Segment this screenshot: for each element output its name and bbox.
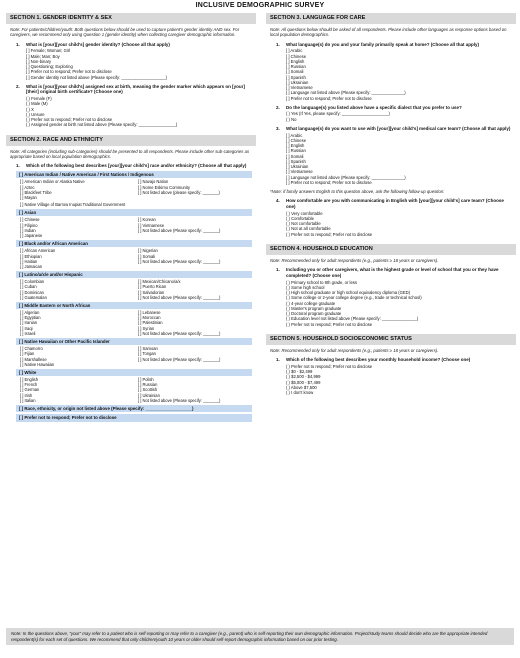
- dialect-option[interactable]: ( ) Yes (If Yes, please specify: ____________________): [286, 111, 390, 117]
- race-option[interactable]: [ ] Puerto Rican: [138, 284, 167, 290]
- race-other[interactable]: [ ] Race, ethnicity, or origin not listed above (Please specify: ___________________): [16, 405, 252, 413]
- race-option[interactable]: [ ] Indian: [20, 227, 36, 233]
- race-option[interactable]: [ ] Aztec: [20, 184, 35, 190]
- gender-identity-option[interactable]: [ ] Gender identity not listed above (Please specify: ___________________): [26, 74, 168, 80]
- care-language-option[interactable]: [ ] Somali: [286, 153, 304, 159]
- section-1-header: SECTION 1. GENDER IDENTITY & SEX: [6, 13, 256, 24]
- race-option[interactable]: [ ] Moroccan: [138, 315, 161, 321]
- home-language-option[interactable]: [ ] Vietnamese: [286, 85, 313, 91]
- care-language-option[interactable]: [ ] Arabic: [286, 132, 303, 138]
- race-option[interactable]: [ ] Palestinian: [138, 320, 163, 326]
- race-option[interactable]: [ ] African American: [20, 248, 56, 254]
- race-groups: [6, 171, 256, 403]
- race-option[interactable]: [ ] Iranian: [20, 320, 38, 326]
- race-option[interactable]: [ ] Marshallese: [20, 356, 47, 362]
- income-option[interactable]: ( ) Prefer not to respond; Prefer not to disclose: [286, 363, 373, 369]
- english-comfort-option[interactable]: ( ) Very comfortable: [286, 210, 323, 216]
- race-option[interactable]: [ ] Nigerian: [138, 248, 158, 254]
- dialect-option[interactable]: ( ) No: [286, 116, 297, 122]
- left-column: [6, 13, 256, 423]
- race-option[interactable]: [ ] Not listed above (Please specify: _______): [138, 397, 221, 403]
- race-option[interactable]: [ ] Tongan: [138, 351, 156, 357]
- assigned-sex-option[interactable]: ( ) Assigned gender at birth not listed above (Please specify: ________________): [26, 122, 178, 128]
- race-option[interactable]: [ ] Italian: [20, 397, 36, 403]
- race-option[interactable]: [ ] French: [20, 382, 38, 388]
- race-option[interactable]: [ ] Not listed above (Please specify: _______): [138, 356, 221, 362]
- assigned-sex-option[interactable]: ( ) Prefer not to respond; Prefer not to disclose: [26, 117, 113, 123]
- race-option[interactable]: [ ] Ethiopian: [20, 253, 42, 259]
- gender-identity-option[interactable]: [ ] Male; Man; Boy: [26, 53, 60, 59]
- race-option[interactable]: [ ] Russian: [138, 382, 158, 388]
- section-2-header: SECTION 2. RACE AND ETHNICITY: [6, 135, 256, 146]
- race-group-options: [6, 179, 256, 199]
- race-group-header[interactable]: [ ] Asian: [16, 209, 252, 217]
- race-option[interactable]: [ ] Lebanese: [138, 310, 161, 316]
- home-language-option[interactable]: [ ] Chinese: [286, 53, 307, 59]
- gender-identity-option[interactable]: [ ] Non-binary: [26, 58, 52, 64]
- race-option[interactable]: [ ] Not listed above (Please specify: _______): [138, 294, 221, 300]
- home-language-option[interactable]: [ ] English: [286, 58, 305, 64]
- race-group-header[interactable]: [ ] Latino/a/x/e and/or Hispanic: [16, 271, 252, 279]
- education-option[interactable]: ( ) 4-year college graduate: [286, 300, 336, 306]
- education-option[interactable]: ( ) Primary school to 8th grade, or less: [286, 279, 357, 285]
- race-option[interactable]: [ ] Cuban: [20, 284, 37, 290]
- question-3-2: 2. Do the language(s) you listed above have a specific dialect that you prefer to use?: [276, 104, 462, 110]
- education-option[interactable]: ( ) Master's program graduate: [286, 305, 342, 311]
- race-option[interactable]: [ ] Mayan: [20, 194, 37, 200]
- options-3-2[interactable]: [266, 111, 516, 122]
- assigned-sex-option[interactable]: ( ) Male (M): [26, 101, 48, 107]
- race-option[interactable]: [ ] Not listed above (Please specify: _______): [138, 227, 221, 233]
- race-option[interactable]: [ ] Iraqi: [20, 325, 33, 331]
- home-language-option[interactable]: [ ] Arabic: [286, 48, 303, 54]
- care-language-option[interactable]: [ ] Vietnamese: [286, 169, 313, 175]
- care-language-option[interactable]: [ ] Prefer not to respond; Prefer not to disclose: [286, 179, 372, 185]
- race-option[interactable]: [ ] Blackfeet Tribe: [20, 189, 52, 195]
- question-4-1: 1. Including you or other caregivers, what is the highest grade or level of school that you or they have completed? (Choose one): [276, 267, 499, 278]
- race-group-options: [6, 248, 256, 268]
- race-option[interactable]: [ ] Salvadorian: [138, 289, 165, 295]
- race-option[interactable]: [ ] Fijian: [20, 351, 35, 357]
- care-language-option[interactable]: [ ] Ukrainian: [286, 164, 309, 170]
- race-group-options: [6, 377, 256, 403]
- race-option[interactable]: [ ] Native Hawaiian: [20, 361, 55, 367]
- race-option[interactable]: [ ] Guatemalan: [20, 294, 47, 300]
- race-option[interactable]: [ ] English: [20, 377, 38, 383]
- race-option[interactable]: [ ] Haitian: [20, 258, 38, 264]
- education-option[interactable]: ( ) Some college or 2-year college degree (e.g., trade or technical school): [286, 295, 422, 301]
- race-group-header[interactable]: [ ] Black and/or African American: [16, 240, 252, 248]
- race-option[interactable]: [ ] Nome Eskimo Community: [138, 184, 190, 190]
- race-group-header[interactable]: [ ] Native Hawaiian or Other Pacific Islander: [16, 338, 252, 346]
- section-3-header: SECTION 3. LANGUAGE FOR CARE: [266, 13, 516, 24]
- section-4-header: SECTION 4. HOUSEHOLD EDUCATION: [266, 244, 516, 255]
- race-option[interactable]: [ ] Not listed above (Please specify: _______): [138, 258, 221, 264]
- race-option[interactable]: [ ] Not listed above (please specify: _______): [138, 189, 220, 195]
- section-5-header: SECTION 5. HOUSEHOLD SOCIOECONOMIC STATUS: [266, 334, 516, 345]
- race-option[interactable]: [ ] Polish: [138, 377, 154, 383]
- race-option[interactable]: [ ] Filipino: [20, 222, 38, 228]
- care-language-option[interactable]: [ ] Spanish: [286, 158, 306, 164]
- race-group-options: [6, 217, 256, 237]
- race-option[interactable]: [ ] Native Village of Barrow Inupiat Traditional Government: [20, 201, 126, 207]
- section-3-note: Note: All questions below should be asked of all respondents. Please include other languages as response options based on local population demographics.: [270, 26, 507, 38]
- question-1-2: 2. What is [your][your child's] assigned sex at birth, meaning the gender marker which appears on [your][their] original birth certificate? (Choose one): [16, 83, 245, 95]
- race-group-header[interactable]: [ ] Middle Eastern or North African: [16, 302, 252, 310]
- race-group-options: [6, 310, 256, 336]
- race-group-options: [6, 346, 256, 366]
- income-option[interactable]: ( ) Above $7,500: [286, 384, 317, 390]
- education-option[interactable]: ( ) Education level not listed above (Please specify: _______________): [286, 316, 419, 322]
- options-1-2[interactable]: [6, 96, 256, 128]
- race-option[interactable]: [ ] Korean: [138, 217, 156, 223]
- race-option[interactable]: [ ] Navajo Nation: [138, 179, 169, 185]
- income-option[interactable]: ( ) $5,000 - $7,499: [286, 379, 321, 385]
- income-option[interactable]: ( ) $2,500 - $4,999: [286, 374, 321, 380]
- race-option[interactable]: [ ] Israeli: [20, 330, 36, 336]
- race-option[interactable]: [ ] Vietnamese: [138, 222, 165, 228]
- question-2-1: 1. Which of the following best describes [your][your child's] race and/or ethnicity? (Choose all that apply): [16, 163, 247, 169]
- right-column: [266, 13, 516, 399]
- english-comfort-option[interactable]: ( ) Not at all comfortable: [286, 226, 331, 232]
- section-2-note: Note: All categories (including sub-categories) should be presented to all respondents. Please include other sub-categories as appropriate based on local population demographics.: [10, 148, 250, 159]
- race-option[interactable]: [ ] Scottish: [138, 387, 158, 393]
- education-option[interactable]: ( ) High school graduate or high school equivalency diploma (GED): [286, 290, 411, 296]
- options-1-1[interactable]: [6, 48, 256, 80]
- race-option[interactable]: [ ] Ukrainian: [138, 392, 160, 398]
- assigned-sex-option[interactable]: ( ) Female (F): [26, 96, 52, 102]
- options-5-1[interactable]: [266, 364, 516, 396]
- care-language-option[interactable]: [ ] Language not listed above (Please specify: ______________): [286, 174, 406, 180]
- care-language-option[interactable]: [ ] Russian: [286, 148, 306, 154]
- section-1-note: Note: For patients/children/youth: Both questions below should be used to capture patient's gender identity AND sex. For caregivers, we recommend only using Question 1 (gender identity) when collecting caregiver demographic information.: [10, 26, 240, 38]
- assigned-sex-option[interactable]: ( ) Unsure: [26, 111, 45, 117]
- options-3-3[interactable]: [266, 133, 516, 186]
- question-3-3: 3. What language(s) do you want to use with [your][your child's] medical care team? (Choose all that apply): [276, 125, 511, 131]
- race-option[interactable]: [ ] Not listed above (Please specify: _______): [138, 330, 221, 336]
- race-option[interactable]: [ ] German: [20, 387, 40, 393]
- race-option[interactable]: [ ] Somali: [138, 253, 156, 259]
- section-5-note: Note: Recommended only for adult respondents (e.g., patients ≥ 18 years or caregivers).: [270, 347, 439, 353]
- care-language-option[interactable]: [ ] English: [286, 143, 305, 149]
- race-option[interactable]: [ ] Irish: [20, 392, 33, 398]
- race-option[interactable]: [ ] Algerian: [20, 310, 40, 316]
- english-comfort-option[interactable]: ( ) Comfortable: [286, 215, 314, 221]
- footer-note: Note: In the questions above, "your" may refer to a patient who is self-reporting or may refer to a caregiver (e.g., parent) who is self-reporting their own demographic information. Project/study teams should decide who are the appropriate intended respondent(s) for each set of questions. We recommend that only children/youth 10 years or older should self-report demographic information based on our prior testing.: [6, 628, 514, 645]
- race-group-header[interactable]: [ ] White: [16, 369, 252, 377]
- race-option[interactable]: [ ] Mexican/Chicano/a/x: [138, 279, 181, 285]
- page-title: INCLUSIVE DEMOGRAPHIC SURVEY: [195, 2, 325, 9]
- education-option[interactable]: ( ) Doctoral program graduate: [286, 311, 342, 317]
- options-3-1[interactable]: [266, 48, 516, 101]
- gender-identity-option[interactable]: [ ] Questioning; Exploring: [26, 64, 73, 70]
- race-group-header[interactable]: [ ] American Indian / Native American / First Nations / Indigenous: [16, 171, 252, 179]
- race-option[interactable]: [ ] Samoan: [138, 346, 158, 352]
- gender-identity-option[interactable]: [ ] Female; Woman; Girl: [26, 48, 71, 54]
- section-4-note: Note: Recommended only for adult respondents (e.g., patients ≥ 18 years or caregivers).: [270, 257, 439, 263]
- race-option[interactable]: [ ] Jamaican: [20, 263, 43, 269]
- home-language-option[interactable]: [ ] Somali: [286, 69, 304, 75]
- race-option[interactable]: [ ] Chinese: [20, 217, 40, 223]
- options-3-4[interactable]: [266, 211, 516, 237]
- assigned-sex-option[interactable]: ( ) X: [26, 106, 34, 112]
- race-option[interactable]: [ ] Japanese: [20, 232, 43, 238]
- race-option[interactable]: [ ] Colombian: [20, 279, 45, 285]
- race-option[interactable]: [ ] Dominican: [20, 289, 44, 295]
- gender-identity-option[interactable]: [ ] Prefer not to respond; Prefer not to disclose: [26, 69, 112, 75]
- race-option[interactable]: [ ] Chamorro: [20, 346, 43, 352]
- english-comfort-option[interactable]: ( ) Prefer not to respond; Prefer not to disclose: [286, 231, 373, 237]
- income-option[interactable]: ( ) I don't know: [286, 390, 314, 395]
- question-3-1: 1. What language(s) do you and your family primarily speak at home? (Choose all that apply): [276, 41, 480, 47]
- race-prefer-not[interactable]: [ ] Prefer not to respond; Prefer not to disclose: [16, 414, 252, 422]
- question-5-1: 1. Which of the following best describes your monthly household income? (Choose one): [276, 357, 471, 363]
- home-language-option[interactable]: [ ] Russian: [286, 64, 306, 70]
- section-3-followup-note: *Note: if family answers English to this question above, ask the following follow-up question:: [270, 189, 445, 195]
- home-language-option[interactable]: [ ] Prefer not to respond; Prefer not to disclose: [286, 95, 372, 101]
- care-language-option[interactable]: [ ] Chinese: [286, 137, 307, 143]
- education-option[interactable]: ( ) Some high school: [286, 284, 325, 290]
- question-3-4: 4. How comfortable are you with communicating in English with [your][your child's] care team? (Choose one): [276, 198, 504, 210]
- income-option[interactable]: ( ) $0 - $2,499: [286, 369, 313, 374]
- home-language-option[interactable]: [ ] Spanish: [286, 74, 306, 80]
- home-language-option[interactable]: [ ] Language not listed above (Please specify: ______________): [286, 90, 406, 96]
- race-group-options: [6, 279, 256, 299]
- options-4-1[interactable]: [266, 280, 516, 327]
- question-1-1: 1. What is [your][your child's] gender identity? (Choose all that apply): [16, 41, 170, 47]
- race-option[interactable]: [ ] Egyptian: [20, 315, 41, 321]
- education-option[interactable]: ( ) Prefer not to respond; Prefer not to disclose: [286, 321, 373, 327]
- english-comfort-option[interactable]: ( ) Not comfortable: [286, 221, 321, 227]
- race-option[interactable]: [ ] American Indian or Alaska Native: [20, 179, 85, 185]
- race-option[interactable]: [ ] Syrian: [138, 325, 155, 331]
- home-language-option[interactable]: [ ] Ukrainian: [286, 79, 309, 85]
